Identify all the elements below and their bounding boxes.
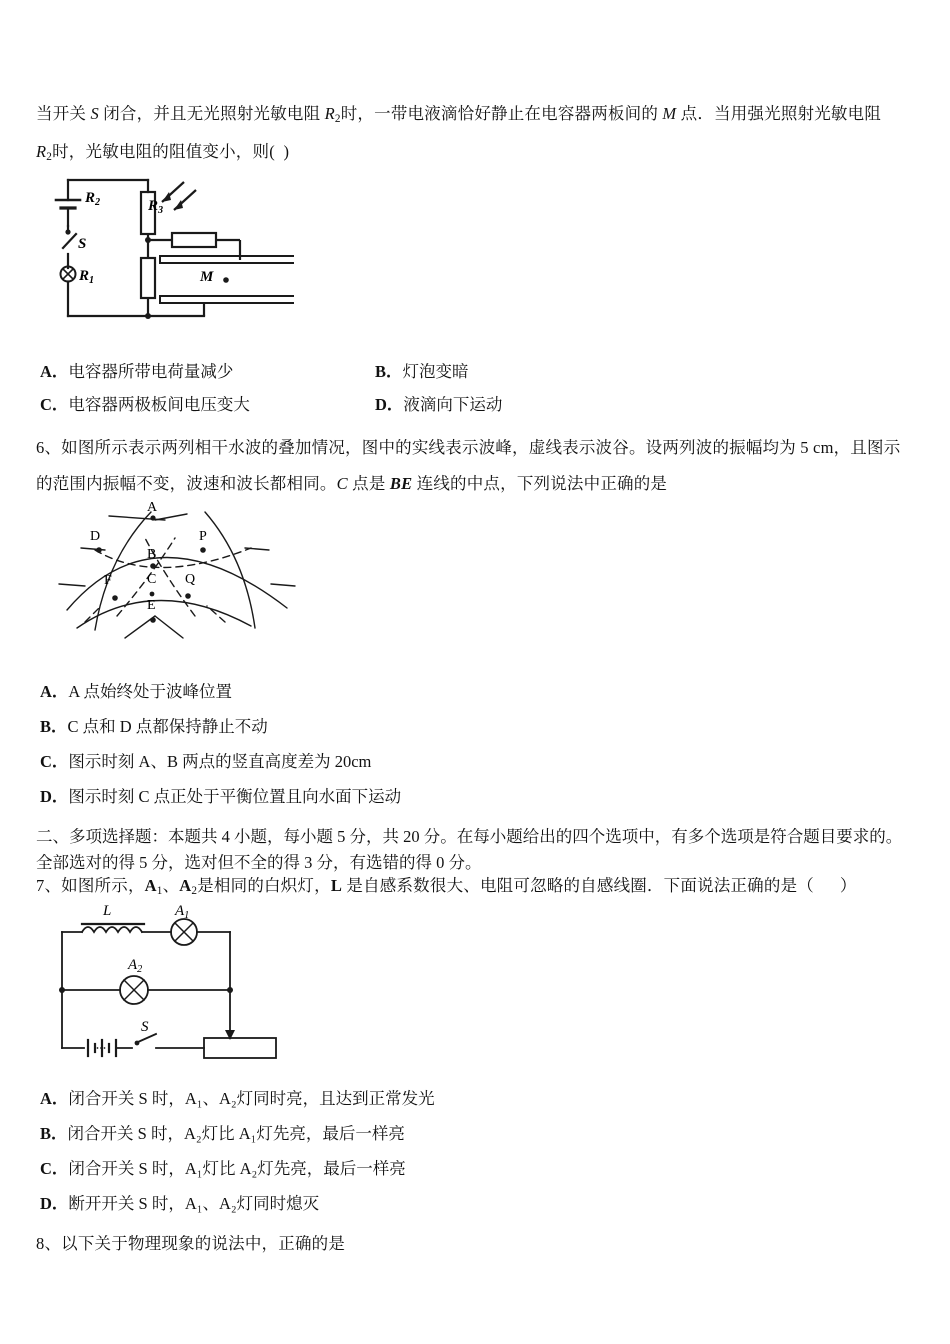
junction-bottom bbox=[145, 313, 151, 319]
q7-label-switch: S bbox=[141, 1019, 149, 1035]
q6-label-a: A bbox=[147, 500, 158, 515]
q6-option-c[interactable] bbox=[40, 748, 371, 772]
q7-option-d-text: 断开开关 S 时，A₁、A₂灯同时熄灭 bbox=[68, 1194, 320, 1213]
q5-label-point-m: M bbox=[200, 269, 214, 285]
q7-resistor-body bbox=[204, 1038, 276, 1058]
q6-option-c-text: 图示时刻 A、B 两点的竖直高度差为 20cm bbox=[68, 752, 372, 771]
q7-option-c[interactable] bbox=[40, 1155, 406, 1179]
q5-option-d-label: D． bbox=[375, 395, 404, 414]
q6-wave-figure bbox=[55, 498, 300, 643]
q8-stem: 8、以下关于物理现象的说法中，正确的是 bbox=[36, 1234, 346, 1253]
q5-option-a[interactable] bbox=[40, 358, 233, 382]
section2-line1: 二、多项选择题：本题共 4 小题，每小题 5 分，共 20 分。在每小题给出的四个选项中，有多个选项是符合题目要求的。 bbox=[36, 827, 903, 846]
q5-option-b-text: 灯泡变暗 bbox=[402, 362, 469, 381]
battery-dots bbox=[97, 1047, 106, 1049]
q6-label-d: D bbox=[90, 529, 101, 544]
point-d-dot bbox=[96, 547, 102, 553]
resistor-r1-body bbox=[141, 258, 155, 298]
point-c-dot bbox=[150, 592, 155, 597]
droplet-point bbox=[223, 277, 229, 283]
q5-option-a-text: 电容器所带电荷量减少 bbox=[68, 362, 234, 381]
q7-label-lamp-a2: $A_2$ bbox=[128, 957, 143, 975]
q6-option-d-label: D． bbox=[40, 787, 69, 806]
q6-option-b-label: B． bbox=[40, 717, 68, 736]
q5-option-b[interactable] bbox=[375, 358, 469, 382]
capacitor-top-plate bbox=[160, 256, 294, 263]
q7-option-a-text: 闭合开关 S 时，A₁、A₂灯同时亮，且达到正常发光 bbox=[68, 1089, 435, 1108]
q5-label-resistor-r3: $R_3$ bbox=[148, 198, 164, 216]
q7-option-b-label: B． bbox=[40, 1124, 68, 1143]
q7-circuit-figure bbox=[44, 900, 294, 1060]
q7-option-b[interactable] bbox=[40, 1120, 405, 1144]
q5-label-switch: S bbox=[78, 236, 87, 252]
q5-option-d[interactable] bbox=[375, 391, 502, 415]
q6-option-a-text: A 点始终处于波峰位置 bbox=[68, 682, 233, 701]
q5-option-a-label: A． bbox=[40, 362, 69, 381]
q6-option-a[interactable] bbox=[40, 678, 232, 702]
q5-option-b-label: B． bbox=[375, 362, 403, 381]
q6-label-b: B bbox=[147, 547, 157, 562]
point-a-dot bbox=[150, 515, 155, 520]
q7-option-c-text: 闭合开关 S 时，A₁灯比 A₂灯先亮，最后一样亮 bbox=[68, 1159, 406, 1178]
q5-label-lamp: $R_1$ bbox=[79, 268, 95, 286]
resistor-r3-body bbox=[172, 233, 216, 247]
q6-label-c: C bbox=[147, 572, 157, 587]
q7-option-b-text: 闭合开关 S 时，A₂灯比 A₁灯先亮，最后一样亮 bbox=[67, 1124, 405, 1143]
switch-pivot bbox=[65, 229, 70, 234]
q6-option-a-label: A． bbox=[40, 682, 69, 701]
q5-option-c-text: 电容器两极板间电压变大 bbox=[68, 395, 250, 414]
q7-option-d[interactable] bbox=[40, 1190, 319, 1214]
q6-option-d[interactable] bbox=[40, 783, 401, 807]
q7-switch-pivot bbox=[135, 1041, 140, 1046]
q7-option-d-label: D． bbox=[40, 1194, 69, 1213]
q6-label-p: P bbox=[199, 529, 207, 544]
section2-line2: 全部选对的得 5 分，选对但不全的得 3 分，有选错的得 0 分。 bbox=[36, 853, 482, 872]
point-p-dot bbox=[200, 547, 206, 553]
q7-node-right bbox=[227, 987, 233, 993]
q6-label-q: Q bbox=[185, 572, 196, 587]
q5-option-c-label: C． bbox=[40, 395, 69, 414]
q6-stem-line1: 6、如图所示表示两列相干水波的叠加情况，图中的实线表示波峰，虚线表示波谷。设两列波的振幅均为 5 cm，且图示 bbox=[36, 438, 901, 457]
q7-stem: 7、如图所示，$A_1$、$A_2$是相同的白炽灯，L 是自感系数很大、电阻可忽略的自感线圈．下面说法正确的是（ ） bbox=[36, 876, 857, 898]
q5-stem-line1: 当开关 S 闭合，并且无光照射光敏电阻 $R_2$时，一带电液滴恰好静止在电容器两板间的 M 点．当用强光照射光敏电阻 bbox=[36, 104, 882, 126]
q5-stem-line2: $R_2$时，光敏电阻的阻值变小，则( ) bbox=[36, 142, 290, 164]
q7-option-a-label: A． bbox=[40, 1089, 69, 1108]
point-q-dot bbox=[185, 593, 191, 599]
q6-option-b-text: C 点和 D 点都保持静止不动 bbox=[67, 717, 268, 736]
q7-label-lamp-a1: $A_1$ bbox=[175, 903, 190, 921]
point-f-dot bbox=[112, 595, 118, 601]
capacitor-bottom-plate bbox=[160, 296, 294, 303]
q6-option-c-label: C． bbox=[40, 752, 69, 771]
q5-label-battery: $R_2$ bbox=[85, 190, 101, 208]
q6-option-d-text: 图示时刻 C 点正处于平衡位置且向水面下运动 bbox=[68, 787, 402, 806]
point-b-dot bbox=[150, 563, 156, 569]
point-e-dot bbox=[150, 617, 156, 623]
q6-stem-line2: 的范围内振幅不变，波速和波长都相同。C 点是 BE 连线的中点，下列说法中正确的是 bbox=[36, 474, 668, 493]
q5-option-d-text: 液滴向下运动 bbox=[403, 395, 503, 414]
q5-option-c[interactable] bbox=[40, 391, 250, 415]
q6-label-e: E bbox=[147, 598, 156, 613]
q7-option-c-label: C． bbox=[40, 1159, 69, 1178]
q7-node-left bbox=[59, 987, 65, 993]
q6-option-b[interactable] bbox=[40, 713, 268, 737]
q6-label-f: F bbox=[104, 573, 112, 588]
q7-label-inductor: L bbox=[103, 903, 112, 919]
q7-option-a[interactable] bbox=[40, 1085, 435, 1109]
